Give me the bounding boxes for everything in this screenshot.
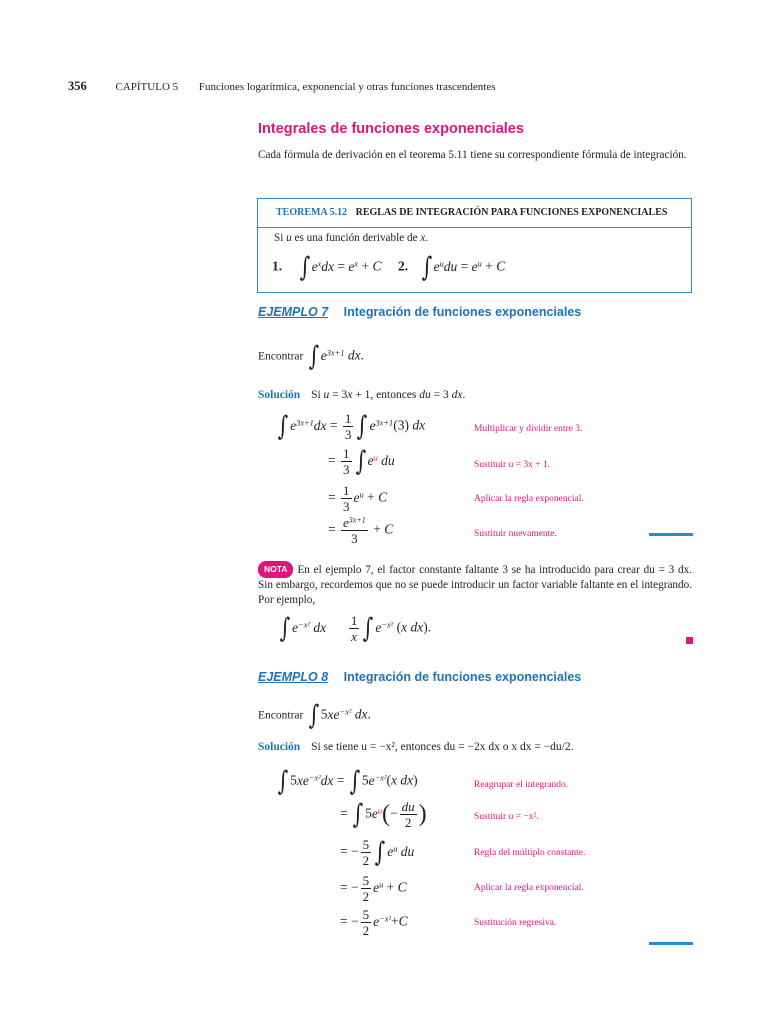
- example-8-solution-line: Solución Si se tiene u = −x², entonces du = −2x dx o x dx = −du/2.: [258, 741, 574, 753]
- example-7-solution-line: Solución Si u = 3x + 1, entonces du = 3 dx.: [258, 389, 466, 401]
- theorem-label: TEOREMA 5.12: [276, 207, 348, 218]
- ex8-step-4: = − $\frac{5}{2}$ $e^u + C$: [340, 873, 407, 904]
- ex7-note-1: Multiplicar y dividir entre 3.: [474, 424, 583, 434]
- ex8-step-1: ∫ $5xe^{-x^2}dx$ = ∫ $5e^{-x^2}(x$ dx): [277, 766, 418, 797]
- ex8-note-5: Sustitución regresiva.: [474, 918, 557, 928]
- ex7-step-3: = $\frac{1}{3}$ $e^u + C$: [328, 483, 388, 514]
- nota-paragraph: [258, 561, 692, 608]
- ex8-step-5: = − $\frac{5}{2}$ $e^{-x^2}+C$: [340, 907, 408, 938]
- theorem-premise: Si u es una función derivable de x.: [274, 232, 429, 244]
- example-7-problem: Encontrar ∫ $e^{3x+1}$ dx.: [258, 341, 365, 372]
- ex8-note-4: Aplicar la regla exponencial.: [474, 883, 584, 893]
- page-number: 356: [68, 79, 87, 93]
- chapter-title: Funciones logarítmica, exponencial y otras funciones trascendentes: [198, 81, 496, 93]
- example-7-heading: [258, 305, 581, 319]
- example-7-title: Integración de funciones exponenciales: [343, 305, 582, 319]
- ex8-note-3: Regla del múltiplo constante.: [474, 848, 586, 858]
- ex8-note-2: Sustituir u = −x².: [474, 812, 539, 822]
- end-of-note-marker: [686, 637, 693, 644]
- example-8-problem: Encontrar ∫ $5xe^{-x^2}$ dx.: [258, 700, 371, 731]
- nota-formula: ∫ $e^{-x^2}$ dx $\frac{1}{x}$ ∫ $e^{-x^2}$ (x dx).: [279, 613, 432, 644]
- end-of-example-bar: [649, 533, 693, 536]
- theorem-header: [258, 199, 691, 228]
- intro-paragraph: Cada fórmula de derivación en el teorema 5.11 tiene su correspondiente fórmula de integración.: [258, 149, 687, 161]
- ex7-note-2: Sustituir u = 3x + 1.: [474, 460, 551, 470]
- running-header: [68, 79, 496, 94]
- example-8-title: Integración de funciones exponenciales: [343, 670, 582, 684]
- theorem-rule-1: 1. ∫ $e^xdx = e^x + C$: [272, 252, 382, 283]
- ex8-step-2: = ∫ $5e^u(-$ $\frac{du}{2}$ ): [340, 799, 427, 830]
- theorem-box: [257, 198, 692, 293]
- ex7-note-4: Sustituir nuevamente.: [474, 529, 557, 539]
- end-of-example-bar-2: [649, 942, 693, 945]
- example-8-heading: [258, 670, 581, 684]
- ex8-note-1: Reagrupar el integrando.: [474, 780, 569, 790]
- ex7-step-1: ∫ $e^{3x+1}dx$ = $\frac{1}{3}$ ∫ $e^{3x+1}(3)$ dx: [277, 411, 426, 442]
- nota-badge: NOTA: [258, 561, 293, 578]
- ex8-step-3: = − $\frac{5}{2}$ ∫ $e^u$ du: [340, 837, 415, 868]
- example-8-label: EJEMPLO 8: [258, 670, 329, 684]
- theorem-title: REGLAS DE INTEGRACIÓN PARA FUNCIONES EXPONENCIALES: [355, 207, 668, 218]
- ex7-step-2: = $\frac{1}{3}$ ∫ $e^u$ du: [328, 446, 395, 477]
- ex7-step-4: = $\frac{e^{3x+1}}{3}$ + C: [328, 515, 394, 546]
- section-title: Integrales de funciones exponenciales: [258, 121, 524, 137]
- chapter-label: CAPÍTULO 5: [115, 81, 179, 93]
- nota-text: En el ejemplo 7, el factor constante faltante 3 se ha introducido para crear du = 3 dx. Sin embargo, recordemos que no se puede introducir un factor variable faltante en el integrando. Por ejemplo,: [258, 564, 692, 606]
- example-7-label: EJEMPLO 7: [258, 305, 329, 319]
- theorem-rule-2: 2. ∫ $e^udu = e^u + C$: [398, 252, 506, 283]
- ex7-note-3: Aplicar la regla exponencial.: [474, 494, 584, 504]
